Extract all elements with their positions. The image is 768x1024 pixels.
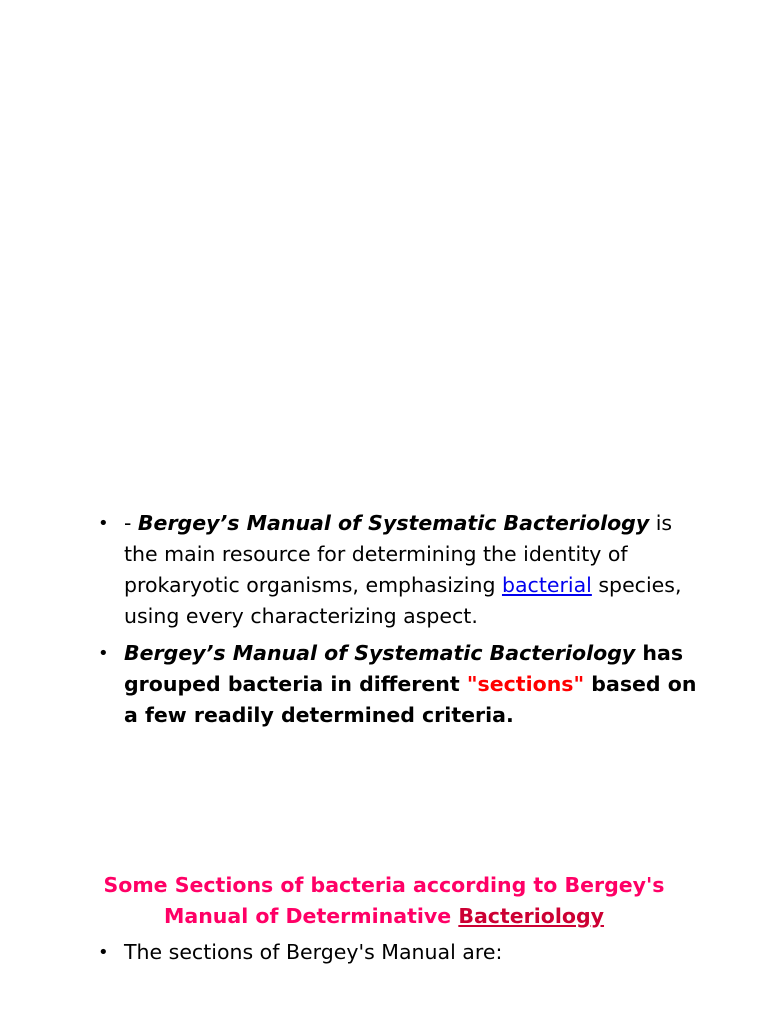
section-heading bbox=[0, 870, 768, 932]
heading-line-2: Manual of Determinative bbox=[163, 904, 459, 928]
list-item bbox=[98, 508, 708, 632]
bullet-prefix: - bbox=[124, 511, 138, 535]
bullet-glyph: • bbox=[98, 942, 109, 963]
manual-title: Bergey’s Manual of Systematic Bacteriology bbox=[124, 641, 636, 665]
bullet-text: is the main resource for determining the identity of prokaryotic organisms, emphasizing bbox=[124, 511, 673, 597]
bullet-text: species, using every characterizing aspect. bbox=[124, 573, 682, 628]
bullet-list bbox=[98, 508, 708, 737]
bullet-glyph: • bbox=[98, 513, 109, 534]
bacterial-link[interactable]: bacterial bbox=[501, 573, 592, 597]
manual-title: Bergey’s Manual of Systematic Bacteriology bbox=[137, 511, 650, 535]
bullet-text: has grouped bacteria in different bbox=[124, 641, 684, 696]
heading-line-1: Some Sections of bacteria according to Bergey's bbox=[103, 873, 665, 897]
bullet-text: The sections of Bergey's Manual are: bbox=[124, 940, 503, 964]
bacteriology-link[interactable]: Bacteriology bbox=[458, 904, 605, 928]
sections-highlight: "sections" bbox=[466, 672, 585, 696]
bullet-glyph: • bbox=[98, 643, 109, 664]
bullet-list-sections bbox=[98, 937, 708, 974]
list-item bbox=[98, 638, 708, 731]
bullet-text: based on a few readily determined criteria. bbox=[124, 672, 697, 727]
list-item bbox=[98, 937, 708, 968]
